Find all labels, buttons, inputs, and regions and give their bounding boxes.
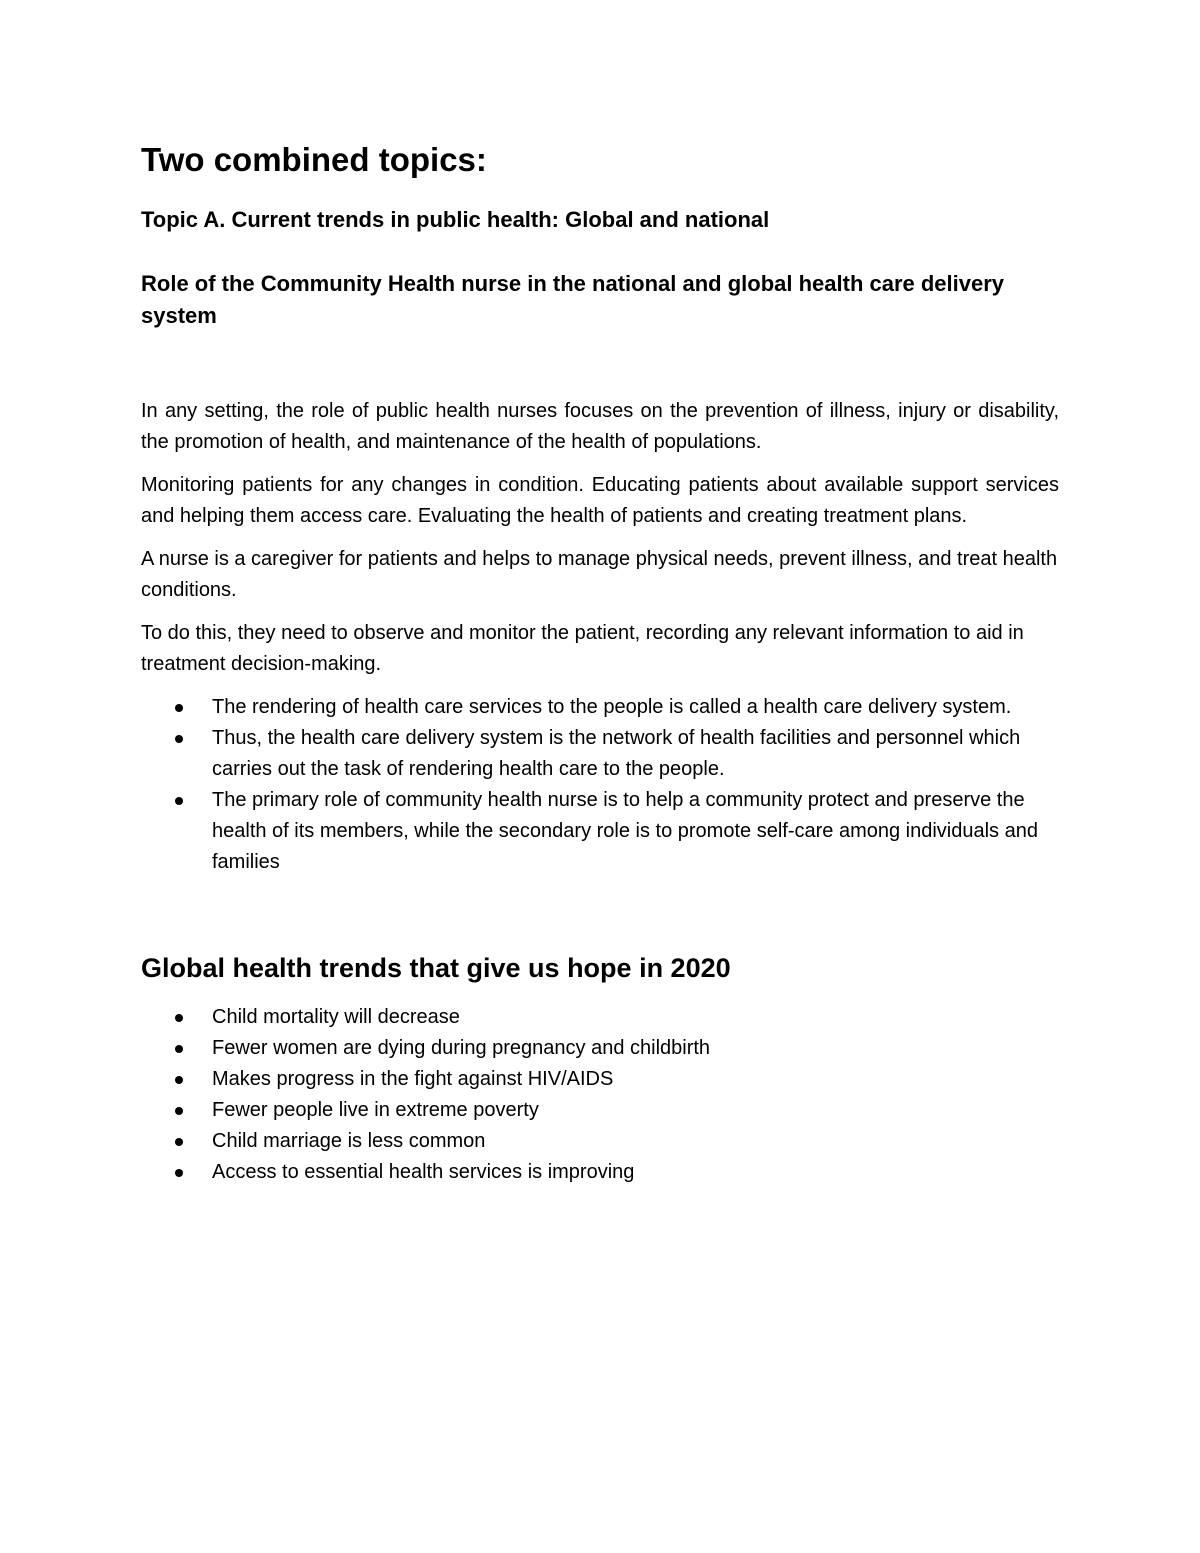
bullet-icon: [175, 1138, 183, 1146]
list-item-text: Thus, the health care delivery system is the network of health facilities and personnel which carries out the task of rendering health care to the people.: [212, 726, 1021, 780]
list-item: [141, 1157, 1059, 1188]
bullet-icon: [175, 735, 183, 743]
list-item-text: Makes progress in the fight against HIV/AIDS: [212, 1067, 614, 1090]
role-heading: Role of the Community Health nurse in the national and global health care delivery system: [141, 271, 1005, 329]
topic-a-heading: Topic A. Current trends in public health: Global and national: [141, 206, 770, 232]
paragraph: In any setting, the role of public health nurses focuses on the prevention of illness, injury or disability, the promotion of health, and maintenance of the health of populations.: [141, 399, 1059, 453]
paragraph: Monitoring patients for any changes in condition. Educating patients about available support services and helping them access care. Evaluating the health of patients and creating treatment plans.: [141, 473, 1059, 527]
list-item-text: Child marriage is less common: [212, 1129, 486, 1152]
global-trends-list: [141, 1002, 1059, 1188]
list-item-text: The primary role of community health nurse is to help a community protect and preserve the health of its members, while the secondary role is to promote self-care among individuals and families: [212, 788, 1038, 873]
list-item: [141, 1064, 1059, 1095]
bullet-icon: [175, 797, 183, 805]
bullet-icon: [175, 1014, 183, 1022]
bullet-icon: [175, 1045, 183, 1053]
document-content: [141, 140, 1059, 1188]
bullet-icon: [175, 1107, 183, 1115]
list-item: [141, 785, 1059, 878]
list-item: [141, 723, 1059, 785]
list-item: [141, 692, 1059, 723]
global-trends-heading: Global health trends that give us hope in 2020: [141, 952, 731, 983]
list-item-text: The rendering of health care services to the people is called a health care delivery system.: [212, 695, 1012, 718]
list-item-text: Fewer women are dying during pregnancy and childbirth: [212, 1036, 711, 1059]
delivery-bullet-list: [141, 692, 1059, 878]
list-item: [141, 1033, 1059, 1064]
list-item-text: Access to essential health services is improving: [212, 1160, 635, 1183]
list-item: [141, 1095, 1059, 1126]
section-spacer: [141, 878, 1059, 952]
bullet-icon: [175, 1169, 183, 1177]
paragraph: A nurse is a caregiver for patients and helps to manage physical needs, prevent illness, and treat health conditions.: [141, 547, 1058, 601]
list-item-text: Fewer people live in extreme poverty: [212, 1098, 539, 1121]
list-item: [141, 1002, 1059, 1033]
list-item-text: Child mortality will decrease: [212, 1005, 460, 1028]
bullet-icon: [175, 704, 183, 712]
bullet-icon: [175, 1076, 183, 1084]
paragraph: To do this, they need to observe and monitor the patient, recording any relevant information to aid in treatment decision-making.: [141, 621, 1024, 675]
document-title: Two combined topics:: [141, 141, 487, 178]
list-item: [141, 1126, 1059, 1157]
